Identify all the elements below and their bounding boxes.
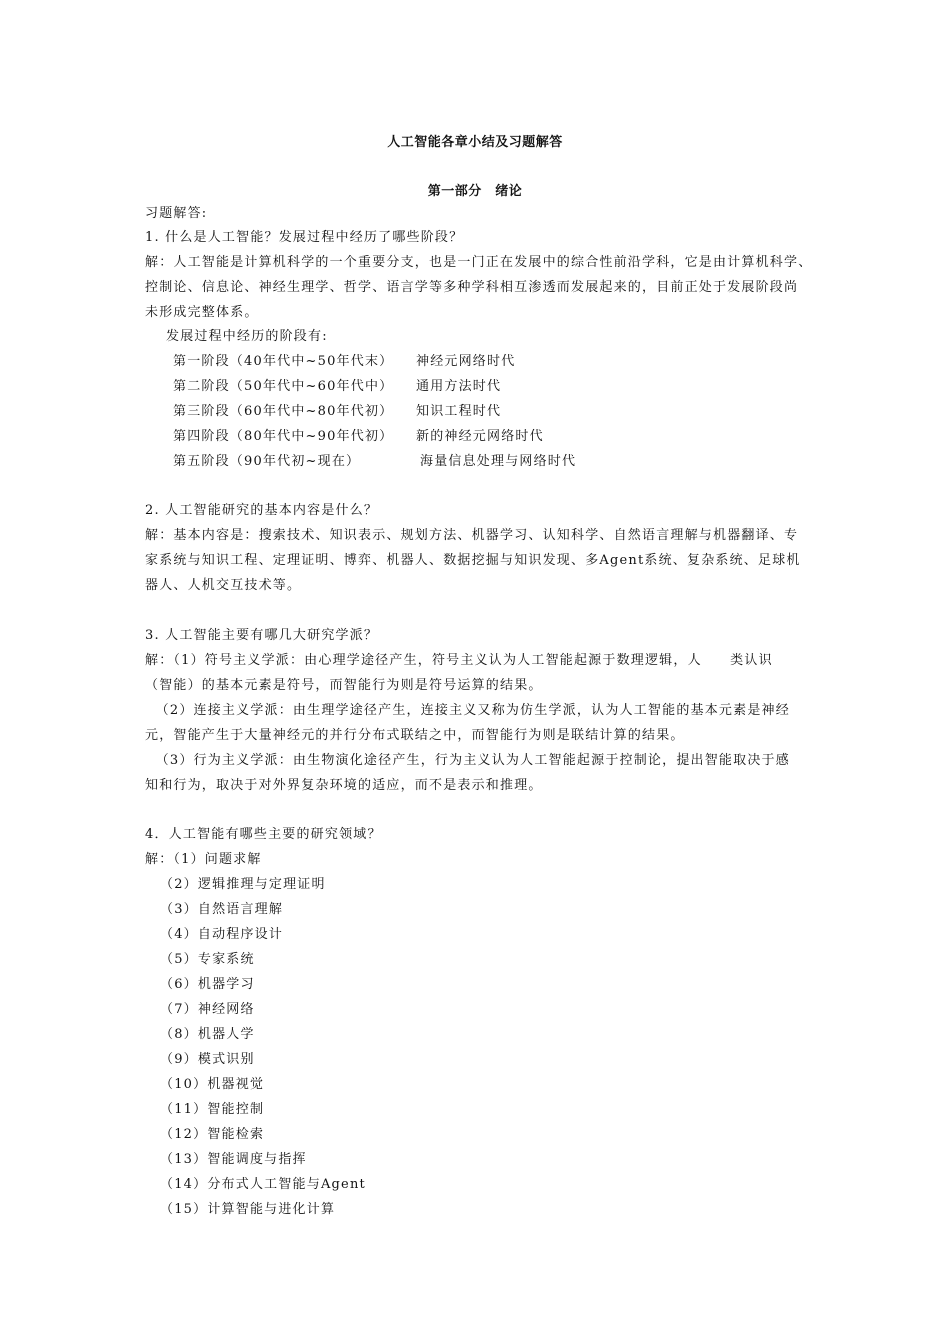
stage-name: 第五阶段（90年代初~现在） — [173, 454, 361, 469]
part-title: 第一部分 绪论 — [427, 184, 523, 199]
stage-era: 知识工程时代 — [416, 404, 502, 419]
answer-1-line: 控制论、信息论、神经生理学、哲学、语言学等多种学科相互渗透而发展起来的，目前正处于发展阶段尚 — [145, 280, 799, 295]
answer-1-line: 未形成完整体系。 — [145, 305, 259, 320]
research-area-item: （6）机器学习 — [160, 977, 255, 992]
research-area-item: （3）自然语言理解 — [160, 902, 284, 917]
stage-era: 通用方法时代 — [416, 379, 502, 394]
research-area-item: （13）智能调度与指挥 — [160, 1152, 307, 1167]
stage-name: 第三阶段（60年代中~80年代初） — [173, 404, 394, 419]
stage-era: 神经元网络时代 — [416, 354, 516, 369]
answer-2-line: 器人、人机交互技术等。 — [145, 578, 302, 593]
answer-3-line: （2）连接主义学派：由生理学途径产生，连接主义又称为仿生学派，认为人工智能的基本元素是神经 — [145, 703, 790, 718]
question-4: 4．人工智能有哪些主要的研究领域？ — [145, 827, 382, 842]
stage-name: 第二阶段（50年代中~60年代中） — [173, 379, 394, 394]
stage-name: 第四阶段（80年代中~90年代初） — [173, 429, 394, 444]
document-title: 人工智能各章小结及习题解答 — [387, 135, 563, 150]
stage-name: 第一阶段（40年代中~50年代末） — [173, 354, 394, 369]
research-area-item: （11）智能控制 — [160, 1102, 265, 1117]
answer-2-line: 家系统与知识工程、定理证明、博弈、机器人、数据挖掘与知识发现、多Agent系统、复杂系统、足球机 — [145, 553, 801, 568]
research-area-item: （12）智能检索 — [160, 1127, 265, 1142]
research-area-item: （5）专家系统 — [160, 952, 255, 967]
research-area-item: （4）自动程序设计 — [160, 927, 284, 942]
stages-intro: 发展过程中经历的阶段有: — [166, 329, 328, 344]
answer-3-line: （3）行为主义学派：由生物演化途径产生，行为主义认为人工智能起源于控制论，提出智能取决于感 — [145, 753, 790, 768]
section-label: 习题解答: — [145, 206, 208, 221]
stage-era: 海量信息处理与网络时代 — [420, 454, 577, 469]
answer-3-line: （智能）的基本元素是符号，而智能行为则是符号运算的结果。 — [145, 678, 543, 693]
question-1: 1. 什么是人工智能？发展过程中经历了哪些阶段？ — [145, 230, 464, 245]
research-area-item: 解：（1）问题求解 — [145, 852, 262, 867]
answer-3-line: 元，智能产生于大量神经元的并行分布式联结之中，而智能行为则是联结计算的结果。 — [145, 728, 685, 743]
research-area-item: （15）计算智能与进化计算 — [160, 1202, 336, 1217]
answer-3-line: 解：（1）符号主义学派：由心理学途径产生，符号主义认为人工智能起源于数理逻辑，人 类认识 — [145, 653, 773, 668]
research-area-item: （2）逻辑推理与定理证明 — [160, 877, 326, 892]
answer-1-line: 解：人工智能是计算机科学的一个重要分支，也是一门正在发展中的综合性前沿学科，它是由计算机科学、 — [145, 255, 813, 270]
research-area-item: （8）机器人学 — [160, 1027, 255, 1042]
answer-3-line: 知和行为，取决于对外界复杂环境的适应，而不是表示和推理。 — [145, 778, 543, 793]
research-area-item: （10）机器视觉 — [160, 1077, 265, 1092]
research-area-item: （9）模式识别 — [160, 1052, 255, 1067]
research-area-item: （7）神经网络 — [160, 1002, 255, 1017]
research-area-item: （14）分布式人工智能与Agent — [160, 1177, 366, 1192]
question-2: 2. 人工智能研究的基本内容是什么？ — [145, 503, 379, 518]
stage-era: 新的神经元网络时代 — [416, 429, 544, 444]
question-3: 3. 人工智能主要有哪几大研究学派？ — [145, 628, 379, 643]
answer-2-line: 解：基本内容是：搜索技术、知识表示、规划方法、机器学习、认知科学、自然语言理解与机器翻译、专 — [145, 528, 799, 543]
